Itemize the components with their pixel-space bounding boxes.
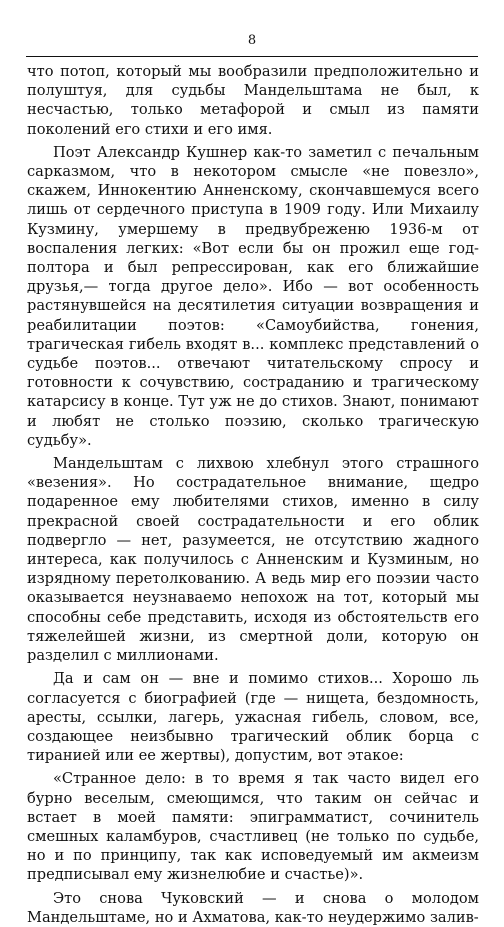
page-number: 8 — [247, 33, 257, 48]
body-text — [27, 62, 479, 927]
paragraph-6: Это снова Чуковский — и снова о молодом Мандельштаме, но и Ахматова, как-то неудержимо залив- — [27, 889, 479, 926]
header-rule — [26, 56, 478, 57]
paragraph-2: Поэт Александр Кушнер как-то заметил с печальным сарказмом, что в некотором смысле «не повезло», скажем, Иннокентию Анненскому, скончавшемуся всего лишь от сердечного приступа в 1909 году. Или Михаилу Кузмину, умершему в предвубреженю 1936-м от воспаления легких: «Вот если бы он прожил еще год-полтора и был репрессирован, как его ближайшие друзья,— тогда другое дело». Ибо — вот особенность растянувшейся на десятилетия ситуации возвращения и реабилитации поэтов: «Самоубийства, гонения, трагическая гибель входят в... комплекс представлений о судьбе поэтов... отвечают читательскому спросу и готовности к сочувствию, состраданию и трагическому катарсису в конце. Тут уж не до стихов. Знают, понимают и любят не столько поэзию, сколько трагическую судьбу». — [27, 143, 479, 449]
paragraph-4: Да и сам он — вне и помимо стихов... Хорошо ль согласуется с биографией (где — нищета, бездомность, аресты, ссылки, лагерь, ужасная гибель, словом, все, создающее неизбывно трагический облик борца с тиранией или ее жертвы), допустим, вот этакое: — [27, 670, 479, 765]
paragraph-1: что потоп, который мы вообразили предположительно и полуштуя, для судьбы Мандельштама не был, к несчастью, только метафорой и смыл из памяти поколений его стихи и его имя. — [27, 63, 479, 138]
paragraph-3: Мандельштам с лихвою хлебнул этого страшного «везения». Но сострадательное внимание, щедро подаренное ему любителями стихов, именно в силу прекрасной своей сострадательности и его облик подвергло — нет, разумеется, не отсутствию жадного интереса, как получилось с Анненским и Кузминым, но изрядному перетолкованию. А ведь мир его поэзии часто оказывается неузнаваемо непохож на тот, который мы способны себе представить, исходя из обстоятельств его тяжелейшей жизни, из смертной доли, которую он разделил с миллионами. — [27, 455, 479, 665]
paragraph-5-quote: «Странное дело: в то время я так часто видел его бурно веселым, смеющимся, что таким он сейчас и встает в моей памяти: эпиграмматист, сочинитель смешных каламбуров, счастливец (не только по судьбе, но и по принципу, так как исповедуемый им акмеизм предписывал ему жизнелюбие и счастье)». — [27, 770, 479, 884]
